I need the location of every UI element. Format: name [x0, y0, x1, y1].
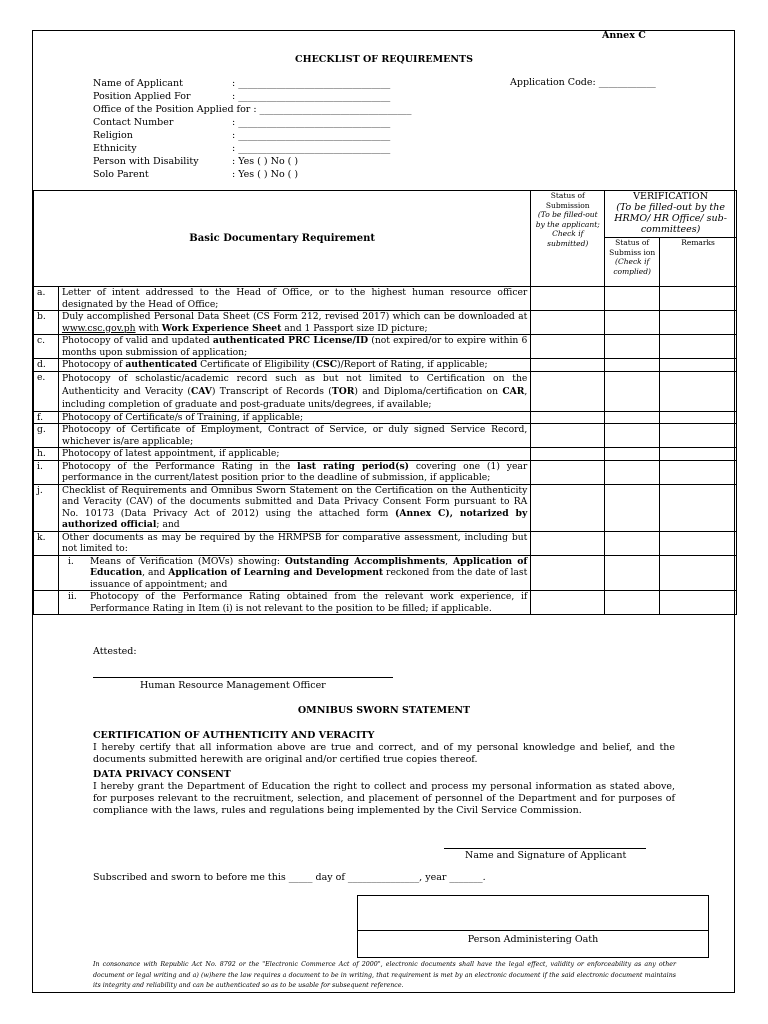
sub-item-text: [90, 556, 527, 591]
row-text: [58, 484, 530, 531]
row-letter: f.: [34, 411, 59, 424]
text-bold: Application of Education: [89, 555, 528, 578]
text-segment: Photocopy of: [61, 359, 126, 370]
status-cell[interactable]: [531, 424, 605, 448]
field-label: Solo Parent: [93, 169, 149, 180]
verif-cell[interactable]: [605, 359, 660, 372]
header-requirement: Basic Documentary Requirement: [34, 191, 531, 287]
verif-cell[interactable]: [605, 287, 660, 311]
row-text: [58, 371, 530, 411]
field-value[interactable]: : ________________________________: [232, 91, 391, 102]
row-letter: j.: [34, 484, 59, 531]
application-code-field[interactable]: Application Code: ____________: [510, 77, 656, 88]
field-value[interactable]: : Yes ( ) No ( ): [232, 169, 299, 180]
field-religion[interactable]: [93, 129, 412, 142]
remarks-cell[interactable]: [660, 555, 737, 591]
verif-cell[interactable]: [605, 311, 660, 335]
field-value[interactable]: : Yes ( ) No ( ): [232, 156, 299, 167]
row-letter: g.: [34, 424, 59, 448]
row-text: Photocopy of latest appointment, if applicable;: [58, 448, 530, 461]
remarks-cell[interactable]: [660, 531, 737, 555]
row-letter: d.: [34, 359, 59, 372]
requirements-table: [33, 190, 737, 615]
certification-section: [93, 730, 675, 766]
table-row: [34, 555, 737, 591]
verif-cell[interactable]: [605, 531, 660, 555]
header-status: [531, 191, 605, 287]
status-cell[interactable]: [531, 359, 605, 372]
sub-item-number: ii.: [67, 591, 77, 602]
table-row: [34, 460, 737, 484]
row-text: Photocopy of Certificate/s of Training, if applicable;: [58, 411, 530, 424]
attested-label: Attested:: [93, 646, 137, 657]
status-cell[interactable]: [531, 411, 605, 424]
field-position[interactable]: [93, 90, 412, 103]
table-row: [34, 484, 737, 531]
cert-text: I hereby certify that all information above are true and correct, and of my personal knowledge and belief, and the documents submitted herewith are original and/or certified true copies thereof.: [93, 742, 675, 765]
row-text: [58, 359, 530, 372]
text-segment: Photocopy of scholastic/academic record such as but not limited to Certification on the Authenticity and Veracity (: [61, 372, 528, 397]
table-row: [34, 311, 737, 335]
row-text: [58, 311, 530, 335]
text-segment: (not expired/or to expire within 6 months upon submission of application;: [61, 335, 528, 358]
remarks-cell[interactable]: [660, 371, 737, 411]
text-bold: last rating period(s): [297, 460, 409, 472]
field-value[interactable]: : ________________________________: [232, 117, 391, 128]
text-segment: with: [135, 322, 162, 334]
verif-cell[interactable]: [605, 335, 660, 359]
text-bold: Work Experience Sheet: [161, 322, 282, 334]
status-cell[interactable]: [531, 555, 605, 591]
row-letter: [34, 555, 59, 591]
header-status-note: (To be filled-out by the applicant; Check if submitted): [535, 210, 600, 248]
text-bold: Application of Learning and Development: [168, 567, 384, 578]
row-letter: e.: [34, 371, 59, 411]
text-segment: covering one (1) year performance in the current/latest position prior to the deadline of submission, if applicable;: [61, 460, 528, 483]
text-segment: Certificate of Eligibility (: [197, 359, 316, 370]
status-cell[interactable]: [531, 484, 605, 531]
remarks-cell[interactable]: [660, 424, 737, 448]
status-cell[interactable]: [531, 311, 605, 335]
verif-cell[interactable]: [605, 371, 660, 411]
table-row: [34, 335, 737, 359]
verif-cell[interactable]: [605, 591, 660, 615]
field-value[interactable]: : ________________________________: [253, 104, 412, 115]
row-letter: h.: [34, 448, 59, 461]
field-label: Ethnicity: [93, 143, 137, 154]
text-segment: Means of Verification (MOVs) showing:: [89, 555, 285, 567]
text-segment: ) Transcript of Records (: [211, 385, 332, 397]
field-office[interactable]: [93, 103, 412, 116]
header-verif-status: [605, 238, 660, 287]
text-segment: Checklist of Requirements and Omnibus Sworn Statement on the Certification on the Authenticity and Veracity (CAV) of the documents submitted and Data Privacy Consent Form pursuant to RA No. 10173 (Data Privacy Act of 2012) using the attached form: [61, 484, 528, 519]
table-row: [34, 371, 737, 411]
applicant-info: [93, 77, 412, 181]
field-name[interactable]: [93, 77, 412, 90]
hrmo-label: Human Resource Management Officer: [140, 680, 326, 691]
field-value[interactable]: : ________________________________: [232, 130, 391, 141]
remarks-cell[interactable]: [660, 448, 737, 461]
status-cell[interactable]: [531, 460, 605, 484]
csc-link[interactable]: www.csc.gov.ph: [61, 322, 136, 334]
text-segment: ) and Diploma/certification on: [354, 385, 503, 397]
omnibus-title: OMNIBUS SWORN STATEMENT: [297, 705, 471, 716]
status-cell[interactable]: [531, 287, 605, 311]
header-verification-note: (To be filled-out by the HRMO/ HR Office/ sub-committees): [614, 202, 727, 235]
field-label: Person with Disability: [93, 156, 199, 167]
header-verif-status-note: (Check if complied): [613, 257, 651, 276]
row-letter: a.: [34, 287, 59, 311]
verif-cell[interactable]: [605, 411, 660, 424]
page-title: CHECKLIST OF REQUIREMENTS: [295, 54, 473, 65]
sub-item-text: Photocopy of the Performance Rating obtained from the relevant work experience, if Performance Rating in Item (i) is not relevant to the position to be filled; if applicable.: [89, 591, 528, 614]
row-text: Letter of intent addressed to the Head of Office, or to the highest human resource officer designated by the Head of Office;: [58, 287, 530, 311]
row-text: [58, 335, 530, 359]
row-letter: [34, 591, 59, 615]
remarks-cell[interactable]: [660, 359, 737, 372]
applicant-signature-line[interactable]: [444, 848, 646, 849]
status-cell[interactable]: [531, 335, 605, 359]
oath-label: Person Administering Oath: [467, 934, 599, 945]
sub-item: [62, 556, 527, 591]
remarks-cell[interactable]: [660, 311, 737, 335]
sworn-statement[interactable]: Subscribed and sworn to before me this _____ day of _______________, year _______.: [93, 872, 486, 883]
header-verification-title: VERIFICATION: [633, 191, 709, 202]
field-contact[interactable]: [93, 116, 412, 129]
field-label: Position Applied For: [93, 91, 191, 102]
remarks-cell[interactable]: [660, 591, 737, 615]
remarks-cell[interactable]: [660, 460, 737, 484]
text-bold: CSC: [315, 359, 338, 370]
field-solo-parent[interactable]: [93, 168, 412, 181]
header-verification: [605, 191, 737, 238]
header-status-title: Status of Submission: [545, 191, 590, 210]
sub-item-number: i.: [67, 555, 74, 567]
annex-label: Annex C: [602, 30, 646, 41]
text-bold: authenticated PRC License/ID: [212, 335, 369, 346]
field-value[interactable]: : ________________________________: [232, 143, 391, 154]
cert-title: CERTIFICATION OF AUTHENTICITY AND VERACITY: [93, 730, 375, 741]
privacy-section: [93, 769, 675, 817]
text-bold: CAV: [190, 385, 212, 397]
oath-divider: [358, 930, 708, 931]
oath-box[interactable]: [357, 895, 709, 958]
text-segment: Photocopy of valid and updated: [61, 335, 213, 346]
header-remarks: Remarks: [660, 238, 737, 287]
remarks-cell[interactable]: [660, 287, 737, 311]
text-segment: ,: [445, 555, 453, 567]
privacy-title: DATA PRIVACY CONSENT: [93, 769, 231, 780]
text-bold: TOR: [331, 385, 355, 397]
row-text: Photocopy of Certificate of Employment, Contract of Service, or duly signed Service Record, whichever is/are applicable;: [58, 424, 530, 448]
row-text: [58, 555, 530, 591]
verif-cell[interactable]: [605, 484, 660, 531]
row-text: Other documents as may be required by the HRMPSB for comparative assessment, including but not limited to:: [58, 531, 530, 555]
table-row: [34, 424, 737, 448]
text-segment: reckoned from the date of last issuance of appointment; and: [89, 567, 528, 590]
text-segment: , including completion of graduate and post-graduate units/degrees, if available;: [61, 385, 528, 410]
row-text: [58, 591, 530, 615]
verif-cell[interactable]: [605, 460, 660, 484]
field-label: Office of the Position Applied for: [93, 104, 251, 115]
verif-cell[interactable]: [605, 555, 660, 591]
footer-note: In consonance with Republic Act No. 8792 or the "Electronic Commerce Act of 2000", electronic documents shall have the legal effect, validity or enforceability as any other document or legal writing and a) (w)here the law requires a document to be in writing, that requirement is met by an electronic document if the said electronic document maintains its integrity and reliability and can be authenticated so as to be usable for subsequent reference.: [93, 961, 676, 989]
text-segment: ; and: [156, 519, 180, 530]
row-letter: c.: [34, 335, 59, 359]
signature-label: Name and Signature of Applicant: [465, 850, 627, 861]
row-letter: i.: [34, 460, 59, 484]
row-text: [58, 460, 530, 484]
field-label: Contact Number: [93, 117, 174, 128]
status-cell[interactable]: [531, 371, 605, 411]
remarks-cell[interactable]: [660, 335, 737, 359]
field-pwd[interactable]: [93, 155, 412, 168]
verif-cell[interactable]: [605, 448, 660, 461]
text-bold: authenticated: [125, 359, 198, 370]
table-row: [34, 591, 737, 615]
status-cell[interactable]: [531, 591, 605, 615]
row-letter: b.: [34, 311, 59, 335]
table-row: [34, 448, 737, 461]
text-segment: )/Report of Rating, if applicable;: [337, 359, 488, 370]
status-cell[interactable]: [531, 531, 605, 555]
text-bold: (Annex C), notarized by authorized official: [61, 507, 528, 530]
field-value[interactable]: : ________________________________: [232, 78, 391, 89]
field-label: Name of Applicant: [93, 78, 183, 89]
text-bold: CAR: [502, 385, 525, 397]
table-row: [34, 359, 737, 372]
table-row: [34, 287, 737, 311]
hrmo-signature-line[interactable]: [93, 677, 393, 678]
remarks-cell[interactable]: [660, 484, 737, 531]
status-cell[interactable]: [531, 448, 605, 461]
text-segment: and 1 Passport size ID picture;: [281, 322, 428, 334]
text-segment: , and: [142, 567, 169, 578]
table-row: [34, 411, 737, 424]
sub-item: [62, 591, 527, 614]
row-letter: k.: [34, 531, 59, 555]
field-ethnicity[interactable]: [93, 142, 412, 155]
privacy-text: I hereby grant the Department of Education the right to collect and process my personal information as stated above, for purposes relevant to the recruitment, selection, and placement of personnel of the Department and for purposes of compliance with the laws, rules and regulations being implemented by the Civil Service Commission.: [93, 781, 675, 816]
text-segment: Duly accomplished Personal Data Sheet (CS Form 212, revised 2017) which can be downloaded at: [61, 311, 528, 322]
text-bold: Outstanding Accomplishments: [284, 555, 446, 567]
table-row: [34, 531, 737, 555]
text-segment: Photocopy of the Performance Rating in the: [61, 460, 298, 472]
verif-cell[interactable]: [605, 424, 660, 448]
field-label: Religion: [93, 130, 133, 141]
header-verif-status-title: Status of Submiss ion: [609, 238, 656, 257]
remarks-cell[interactable]: [660, 411, 737, 424]
